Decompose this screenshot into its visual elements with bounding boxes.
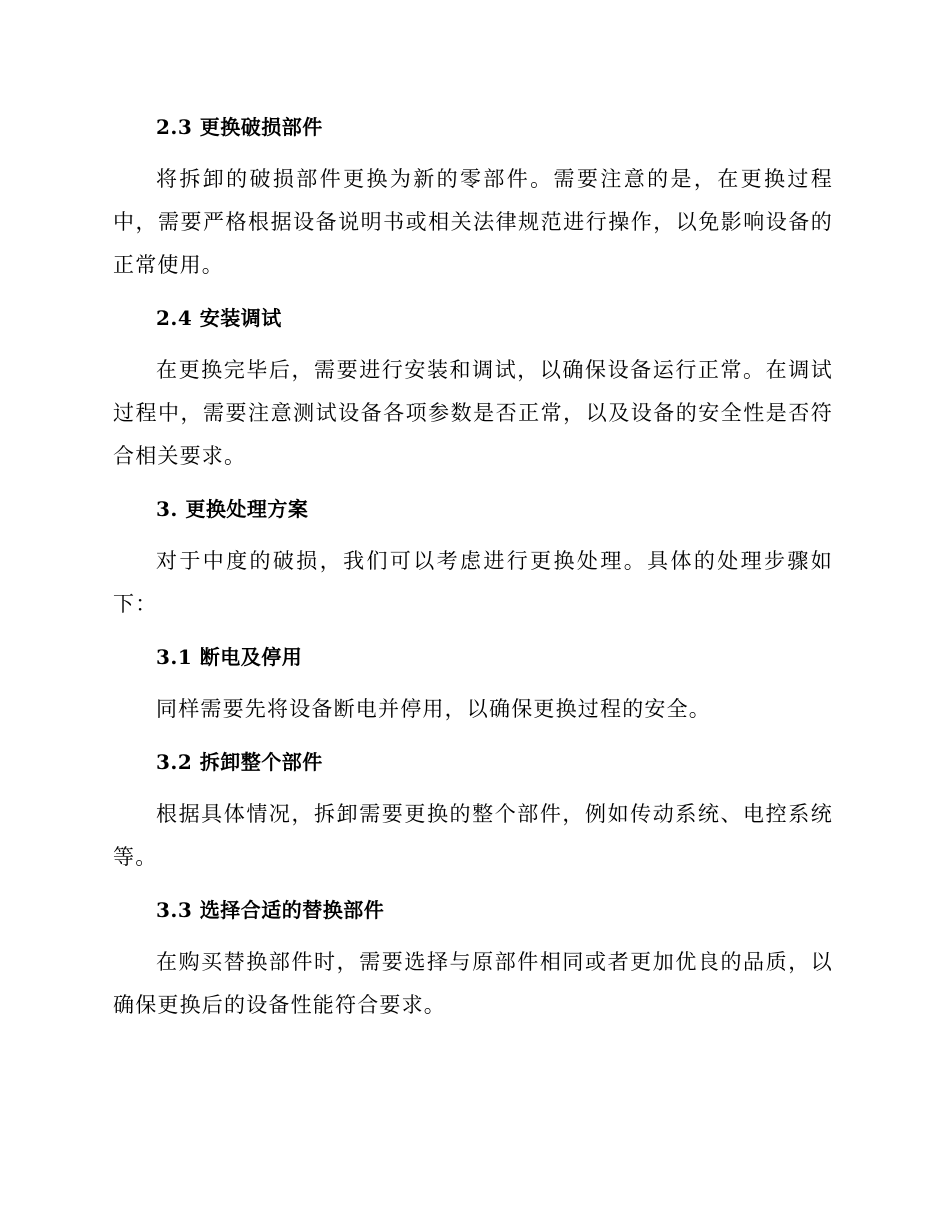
section-paragraph: 同样需要先将设备断电并停用，以确保更换过程的安全。 <box>156 697 711 721</box>
section-paragraph: 在购买替换部件时，需要选择与原部件相同或者更加优良的品质，以确保更换后的设备性能符合要求。 <box>113 950 833 1017</box>
section-paragraph: 将拆卸的破损部件更换为新的零部件。需要注意的是，在更换过程中，需要严格根据设备说明书或相关法律规范进行操作，以免影响设备的正常使用。 <box>113 167 833 277</box>
section-paragraph: 对于中度的破损，我们可以考虑进行更换处理。具体的处理步骤如下： <box>113 549 833 616</box>
section-heading: 3.3 选择合适的替换部件 <box>156 898 385 922</box>
section-heading: 3. 更换处理方案 <box>156 497 309 521</box>
section-paragraph: 在更换完毕后，需要进行安装和调试，以确保设备运行正常。在调试过程中，需要注意测试设备各项参数是否正常，以及设备的安全性是否符合相关要求。 <box>113 358 833 468</box>
section-paragraph: 根据具体情况，拆卸需要更换的整个部件，例如传动系统、电控系统等。 <box>113 802 833 869</box>
section-heading: 3.1 断电及停用 <box>156 645 303 669</box>
section-heading: 2.3 更换破损部件 <box>156 115 323 139</box>
document-body <box>113 112 833 1027</box>
section-heading: 2.4 安装调试 <box>156 306 282 330</box>
section-heading: 3.2 拆卸整个部件 <box>156 750 323 774</box>
